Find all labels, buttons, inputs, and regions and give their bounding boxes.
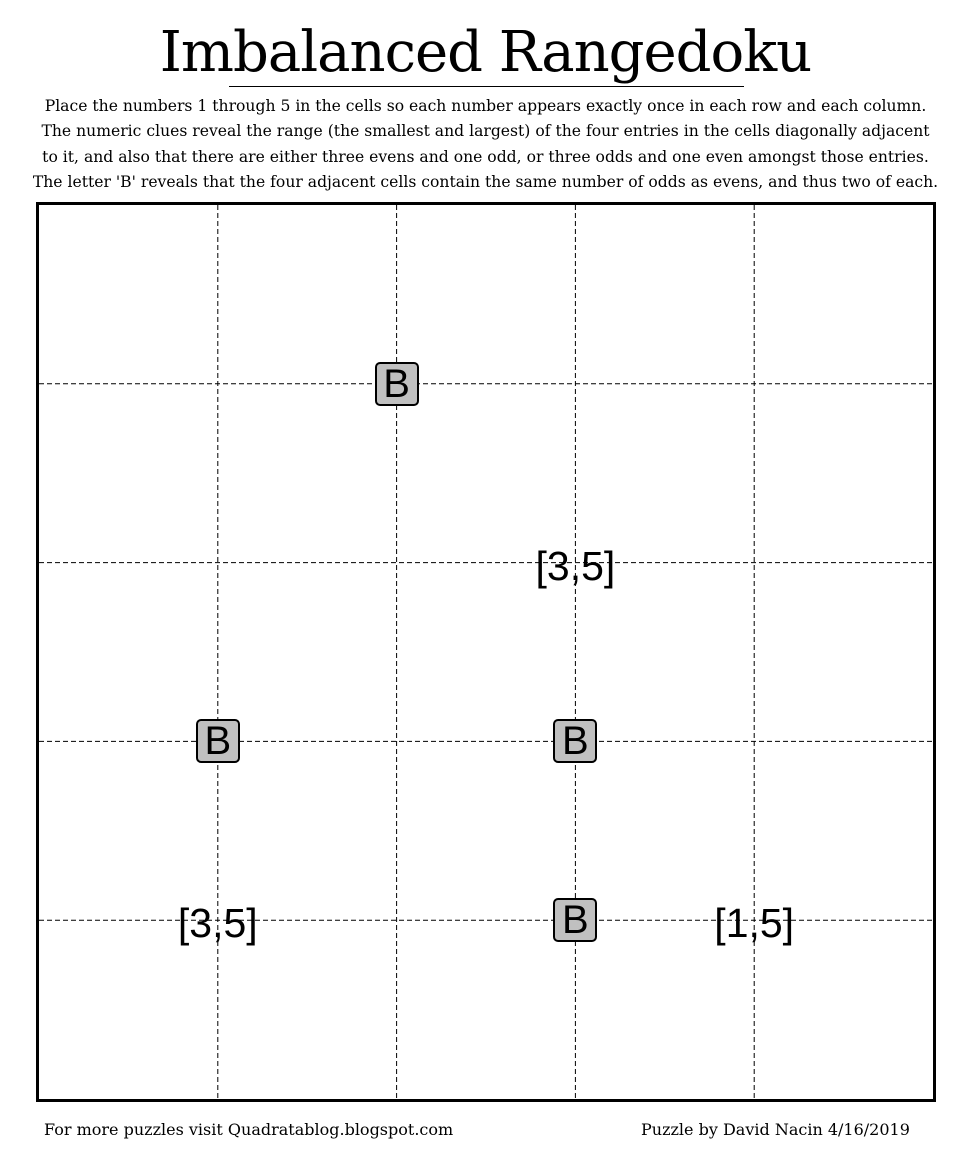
footer-credit-text: Puzzle by David Nacin 4/16/2019 <box>641 1120 910 1139</box>
instructions <box>0 94 953 195</box>
clue-range-label: [3,5] <box>535 542 616 589</box>
instruction-line: The numeric clues reveal the range (the smallest and largest) of the four entries in the cells diagonally adjacent <box>41 122 930 141</box>
clue-b-box: B <box>196 719 240 763</box>
clue-range-label: [1,5] <box>714 900 795 947</box>
instruction-line: to it, and also that there are either three evens and one odd, or three odds and one even amongst those entries. <box>42 147 929 166</box>
clue-b-box: B <box>375 362 419 406</box>
clue-range-label: [3,5] <box>177 900 258 947</box>
clue-b-box: B <box>553 719 597 763</box>
puzzle-grid <box>36 202 936 1102</box>
footer-left-text: For more puzzles visit Quadratablog.blogspot.com <box>44 1120 454 1139</box>
instruction-line: The letter 'B' reveals that the four adjacent cells contain the same number of odds as evens, and thus two of each. <box>32 172 939 191</box>
grid-lines <box>39 205 933 1099</box>
clue-b-box: B <box>553 898 597 942</box>
title-underline <box>229 86 744 87</box>
puzzle-title: Imbalanced Rangedoku <box>159 20 812 85</box>
instruction-line: Place the numbers 1 through 5 in the cells so each number appears exactly once in each row and each column. <box>44 97 927 115</box>
